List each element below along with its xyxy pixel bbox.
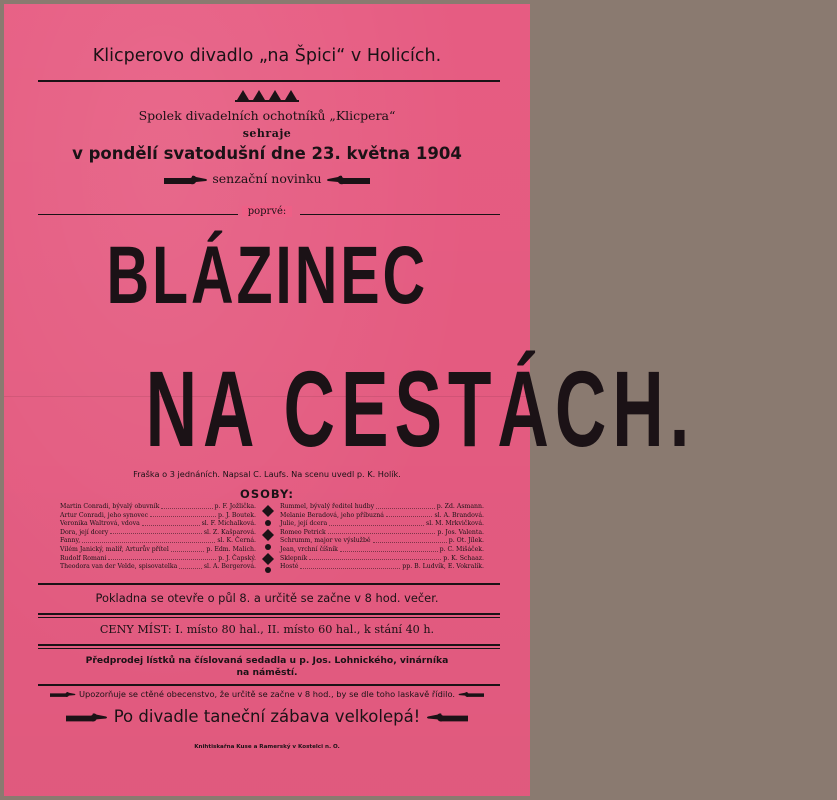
role-name: Sklepník [280,554,308,562]
cast-row [280,503,484,512]
cast-list-right [280,503,484,572]
premiere-text: poprvé: [242,206,293,217]
role-name: Romeo Petrick [280,528,326,536]
actor-name: sl. Z. Kašparová. [203,528,256,536]
theatre-title: Klicperovo divadlo „na Špici“ v Holicích. [92,46,442,66]
prices-line: CENY MÍST: I. místo 80 hal., II. místo 60 hal., k stání 40 h. [99,623,435,636]
cast-row [280,537,484,546]
actor-name: p. J. Čapský. [218,554,256,562]
cast-row [60,512,256,521]
actor-name: sl. F. Michalková. [201,520,256,528]
role-name: Jean, vrchní číšník [280,545,338,553]
printer-line: Knihtiskařna Kuse a Ramerský v Kostelci n. O. [194,744,340,750]
cast-row [280,529,484,538]
cast-row [60,563,256,572]
pointing-hand-left-icon [458,690,484,699]
cast-row [280,546,484,555]
play-title-second-line: NA CESTÁCH. [145,348,696,469]
actor-name: p. Edm. Malich. [206,545,256,553]
cast-row [60,503,256,512]
divider [38,684,500,686]
actor-name: p. J. Boutek. [218,511,256,519]
premiere-line [4,206,530,217]
actor-name: p. Ot. Jílek. [448,537,484,545]
ornament-icon [4,87,530,101]
play-title-first-line: BLÁZINEC [106,230,428,321]
society-line: Spolek divadelních ochotníků „Klicpera“ [138,108,396,123]
cast-row [60,537,256,546]
role-name: Artur Conradi, jeho synovec [60,511,149,519]
divider [300,214,500,215]
role-name: Veronika Waltrová, vdova [60,520,140,528]
box-office-line: Pokladna se otevře o půl 8. a určitě se začne v 8 hod. večer. [95,591,439,605]
play-subtitle: Fraška o 3 jednáních. Napsal C. Laufs. Na scenu uvedl p. K. Holík. [133,469,401,479]
notice-line [4,689,530,699]
cast-list-left [60,503,256,572]
role-name: Schrumm, major ve výslužbě [280,537,371,545]
actor-name: sl. A. Bergerová. [203,563,256,571]
role-name: Julie, její dcera [280,520,328,528]
actor-name: p. Jos. Valenta. [437,528,484,536]
presale-line-1: Předprodej lístků na číslovaná sedadla u p. Jos. Lohnického, vinárníka [85,655,449,666]
theatre-poster [4,4,696,796]
role-name: Rudolf Romani [60,554,107,562]
dance-text: Po divadle taneční zábava velkolepá! [113,707,421,726]
cast-row [280,555,484,564]
play-title-line2 [4,344,696,474]
actor-name: p. F. Jožlička. [214,503,256,510]
cast-row [280,563,484,572]
actor-name: sl. A. Brandová. [434,511,484,519]
play-title-line1 [4,226,530,326]
ornament-column-icon [260,505,276,573]
performs-line: sehraje [242,127,292,140]
role-name: Fanny, [60,537,81,545]
actor-name: sl. K. Černá. [217,537,256,545]
actor-name: p. K. Schaaz. [443,554,484,562]
actor-name: p. Zd. Asmann. [436,503,484,510]
role-name: Vilém Janický, malíř, Arturův přítel [60,545,169,553]
role-name: Theodora van der Velde, spisovatelka [60,563,178,571]
actor-name: sl. M. Mrkvičková. [426,520,484,528]
role-name: Martin Conradi, bývalý obuvník [60,503,160,510]
divider [38,644,500,646]
actor-name: pp. B. Ludvík, E. Vokralík. [402,563,484,571]
cast-heading: OSOBY: [240,487,294,501]
role-name: Dora, její dcery [60,528,109,536]
cast-row [60,555,256,564]
pointing-hand-right-icon [164,174,208,186]
notice-text: Upozorňuje se ctěné obecenstvo, že určitě se začne v 8 hod., by se dle toho laskavě řídilo. [78,689,456,699]
cast-row [60,520,256,529]
pointing-hand-left-icon [326,174,370,186]
pointing-hand-right-icon [50,690,76,699]
pointing-hand-left-icon [426,711,468,724]
date-line: v pondělí svatodušní dne 23. května 1904 [72,144,462,163]
dance-line [4,707,530,726]
novelty-text: senzační novinku [212,171,322,186]
divider [38,617,500,618]
role-name: Rummel, bývalý ředitel hudby [280,503,375,510]
divider [38,583,500,585]
divider [38,648,500,649]
cast-row [280,520,484,529]
pointing-hand-right-icon [66,711,108,724]
divider [38,80,500,82]
cast-row [60,546,256,555]
role-name: Hosté [280,563,299,571]
cast-row [280,512,484,521]
novelty-line [4,171,530,186]
divider [38,613,500,615]
role-name: Melanie Beradová, jeho příbuzná [280,511,384,519]
actor-name: p. C. Mišáček. [439,545,484,553]
presale-line-2: na náměstí. [236,667,298,678]
